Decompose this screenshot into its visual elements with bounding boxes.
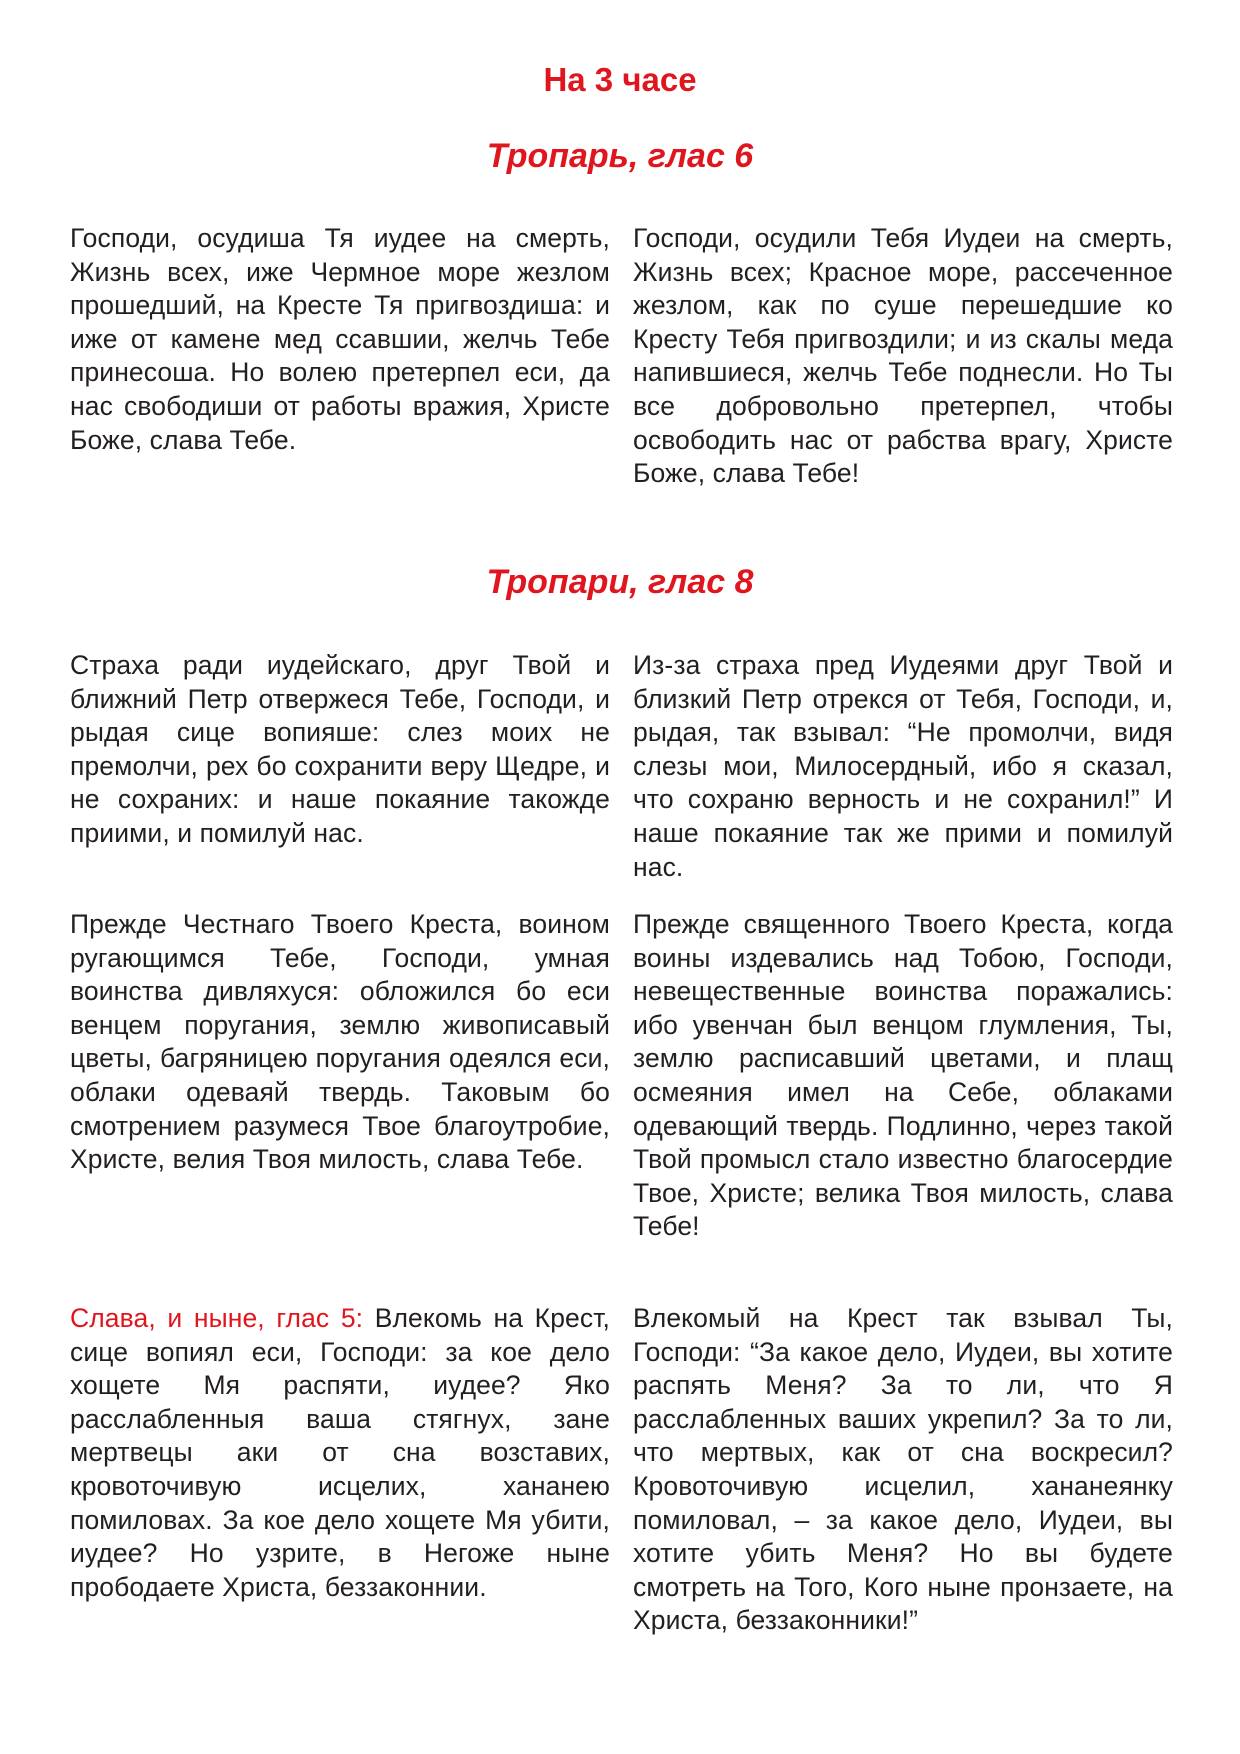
- section-heading-troparion-tone-6: Тропарь, глас 6: [486, 137, 754, 175]
- troparion-fear-original: Страха ради иудейскаго, друг Твой и ближний Петр отвержеся Тебе, Господи, и рыдая сице вопияше: слез моих не премолчи, рех бо сохранити веру Щедре, и не сохраних: и наше покаяние такожде приими, и помилуй нас.: [70, 650, 610, 848]
- troparion-cross-translation: Прежде священного Твоего Креста, когда воины издевались над Тобою, Господи, невещественные воинства поражались: ибо увенчан был венцом глумления, Ты, землю расписавший цветами, и плащ осмеяния имел на Себе, облаками одевающий твердь. Подлинно, через такой Твой промысл стало известно благосердие Твое, Христе; велика Твоя милость, слава Тебе!: [633, 909, 1173, 1242]
- troparion-fear-translation: Из-за страха пред Иудеями друг Твой и близкий Петр отрекся от Тебя, Господи, и, рыдая, так взывал: “Не промолчи, видя слезы мои, Милосердный, ибо я сказал, что сохраню верность и не сохранил!” И наше покаяние так же прими и помилуй нас.: [633, 650, 1173, 882]
- glory-now-tone-5-label: Слава, и ныне, глас 5:: [70, 1303, 364, 1333]
- troparion-tone-6-translation: Господи, осудили Тебя Иудеи на смерть, Жизнь всех; Красное море, рассеченное жезлом, как по суше перешедшие ко Кресту Тебя пригвоздили; и из скалы меда напившиеся, желчь Тебе поднесли. Но Ты все добровольно претерпел, чтобы освободить нас от рабства врагу, Христе Боже, слава Тебе!: [633, 223, 1173, 489]
- page-title: На 3 часе: [543, 61, 697, 98]
- troparion-cross-original: Прежде Честнаго Твоего Креста, воином ругающимся Тебе, Господи, умная воинства дивляхуся: обложился бо еси венцем поругания, землю живописавый цветы, багряницею поругания одеялся еси, облаки одеваяй твердь. Таковым бо смотрением разумеся Твое благоутробие, Христе, велия Твоя милость, слава Тебе.: [70, 909, 610, 1175]
- troparion-tone-6-original: Господи, осудиша Тя иудее на смерть, Жизнь всех, иже Чермное море жезлом прошедший, на Кресте Тя пригвоздиша: и иже от камене мед ссавшии, желчь Тебе принесоша. Но волею претерпел еси, да нас свободиши от работы вражия, Христе Боже, слава Тебе.: [70, 223, 610, 455]
- glory-now-translation: Влекомый на Крест так взывал Ты, Господи: “За какое дело, Иудеи, вы хотите распять Меня? За то ли, что Я расслабленных ваших укрепил? За то ли, что мертвых, как от сна воскресил? Кровоточивую исцелил, хананеянку помиловал, – за какое дело, Иудеи, вы хотите убить Меня? Но вы будете смотреть на Того, Кого ныне пронзаете, на Христа, беззаконники!”: [633, 1303, 1173, 1636]
- glory-now-original-paragraph: [70, 1302, 610, 1604]
- section-heading-troparia-tone-8: Тропари, глас 8: [486, 563, 754, 601]
- glory-now-original-text: Влекомь на Крест, сице вопиял еси, Господи: за кое дело хощете Мя распяти, иудее? Яко расслабленныя ваша стягнух, зане мертвецы аки от сна возставих, кровоточивую исцелих, хананею помиловах. За кое дело хощете Мя убити, иудее? Но узрите, в Негоже ныне прободаете Христа, беззаконнии.: [70, 1303, 610, 1602]
